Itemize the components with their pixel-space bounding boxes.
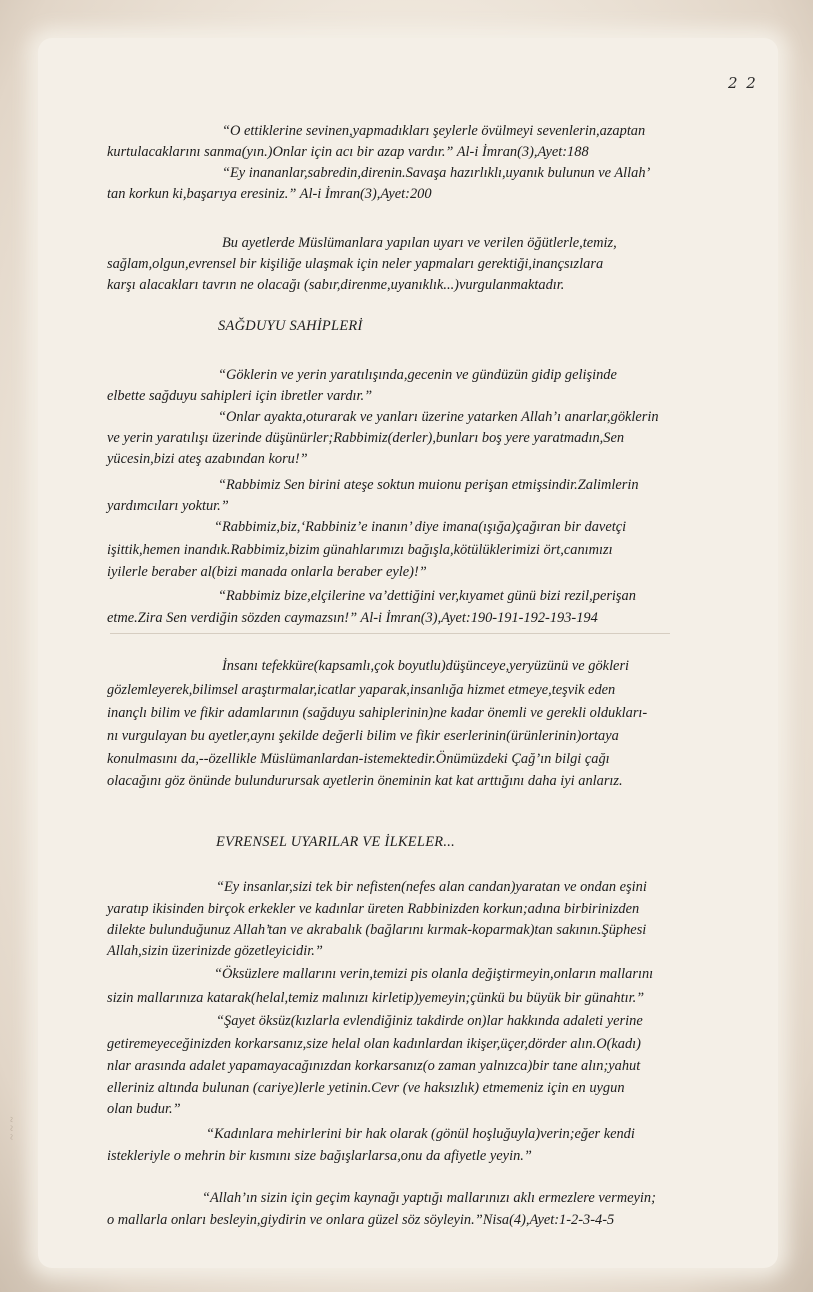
quote-3-line: istekleriyle o mehrin bir kısmını size bağışlarlarsa,onu da afiyetle yeyin.” xyxy=(107,1148,532,1164)
commentary-2-line: konulmasını da,--özellikle Müslümanlardan-istemektedir.Önümüzdeki Çağ’ın bilgi çağı xyxy=(107,751,610,767)
faint-margin-handwriting: ~ ~ ~ xyxy=(6,1116,18,1140)
commentary-2-line: gözlemleyerek,bilimsel araştırmalar,icatlar yaparak,insanlığa hizmet etmeye,teşvik eden xyxy=(107,682,616,698)
quote-3-line: sizin mallarınıza katarak(helal,temiz malınızı kirletip)yemeyin;çünkü bu büyük bir günahtır.” xyxy=(107,990,645,1006)
quote-2-line: “Rabbimiz,biz,‘Rabbiniz’e inanın’ diye imana(ışığa)çağıran bir davetçi xyxy=(214,519,627,535)
quote-3-line: dilekte bulunduğunuz Allah’tan ve akrabalık (bağlarını kırmak-koparmak)tan sakının.Şüphesi xyxy=(107,922,647,938)
quote-2-line: işittik,hemen inandık.Rabbimiz,bizim günahlarımızı bağışla,kötülüklerimizi ört,canımızı xyxy=(107,542,613,558)
page-number: 2 2 xyxy=(728,74,758,92)
quote-3-line: yaratıp ikisinden birçok erkekler ve kadınlar üreten Rabbinizden korkun;adına birbirinizden xyxy=(107,901,640,917)
commentary-2-line: olacağını göz önünde bulundurursak ayetlerin öneminin kat kat arttığını daha iyi anlarız. xyxy=(107,773,623,789)
quote-2-line: yardımcıları yoktur.” xyxy=(107,498,229,514)
quote-3-line: Allah,sizin üzerinizde gözetleyicidir.” xyxy=(107,943,323,959)
quote-2-line: elbette sağduyu sahipleri için ibretler vardır.” xyxy=(107,388,373,404)
quote-2-line: “Rabbimiz Sen birini ateşe soktun muionu perişan etmişsindir.Zalimlerin xyxy=(218,477,639,493)
quote-1-line: “Ey inananlar,sabredin,direnin.Savaşa hazırlıklı,uyanık bulunun ve Allah’ xyxy=(222,165,651,181)
commentary-1-line: Bu ayetlerde Müslümanlara yapılan uyarı ve verilen öğütlerle,temiz, xyxy=(222,235,617,251)
faint-divider xyxy=(110,633,670,634)
commentary-2-line: inançlı bilim ve fikir adamlarının (sağduyu sahiplerinin)ne kadar önemli ve gerekli oldukları- xyxy=(107,705,648,721)
quote-1-line: “O ettiklerine sevinen,yapmadıkları şeylerle övülmeyi sevenlerin,azaptan xyxy=(222,123,646,139)
quote-2-line: yücesin,bizi ateş azabından koru!” xyxy=(107,451,308,467)
section-heading-evrensel: EVRENSEL UYARILAR VE İLKELER... xyxy=(216,834,456,850)
quote-2-line: iyilerle beraber al(bizi manada onlarla beraber eyle)!” xyxy=(107,564,427,580)
quote-3-line: getiremeyeceğinizden korkarsanız,size helal olan kadınlardan ikişer,üçer,dörder alın.O(kadı) xyxy=(107,1036,641,1052)
quote-3-line: elleriniz altında bulunan (cariye)lerle yetinin.Cevr (ve haksızlık) etmemeniz için en uygun xyxy=(107,1080,625,1096)
quote-3-line: “Ey insanlar,sizi tek bir nefisten(nefes alan candan)yaratan ve ondan eşini xyxy=(216,879,647,895)
quote-2-line: etme.Zira Sen verdiğin sözden caymazsın!” Al-i İmran(3),Ayet:190-191-192-193-194 xyxy=(107,610,598,626)
quote-2-line: ve yerin yaratılışı üzerinde düşünürler;Rabbimiz(derler),bunları boş yere yaratmadın,Sen xyxy=(107,430,625,446)
quote-3-line: o mallarla onları besleyin,giydirin ve onlara güzel söz söyleyin.”Nisa(4),Ayet:1-2-3-4-5 xyxy=(107,1212,615,1228)
quote-3-line: “Allah’ın sizin için geçim kaynağı yaptığı mallarınızı aklı ermezlere vermeyin; xyxy=(202,1190,656,1206)
commentary-2-line: nı vurgulayan bu ayetler,aynı şekilde değerli bilim ve fikir eserlerinin(ürünlerinin)ortaya xyxy=(107,728,619,744)
quote-2-line: “Göklerin ve yerin yaratılışında,gecenin ve gündüzün gidip gelişinde xyxy=(218,367,617,383)
quote-3-line: “Öksüzlere mallarını verin,temizi pis olanla değiştirmeyin,onların mallarını xyxy=(214,966,654,982)
commentary-2-line: İnsanı tefekküre(kapsamlı,çok boyutlu)düşünceye,yeryüzünü ve gökleri xyxy=(222,658,630,674)
quote-2-line: “Rabbimiz bize,elçilerine va’dettiğini ver,kıyamet günü bizi rezil,perişan xyxy=(218,588,636,604)
quote-3-line: olan budur.” xyxy=(107,1101,181,1117)
quote-2-line: “Onlar ayakta,oturarak ve yanları üzerine yatarken Allah’ı anarlar,göklerin xyxy=(218,409,659,425)
quote-3-line: “Kadınlara mehirlerini bir hak olarak (gönül hoşluğuyla)verin;eğer kendi xyxy=(206,1126,635,1142)
quote-1-line: kurtulacaklarını sanma(yın.)Onlar için acı bir azap vardır.” Al-i İmran(3),Ayet:188 xyxy=(107,144,589,160)
commentary-1-line: sağlam,olgun,evrensel bir kişiliğe ulaşmak için neler yapmaları gerektiği,inançsızlara xyxy=(107,256,604,272)
quote-1-line: tan korkun ki,başarıya eresiniz.” Al-i İmran(3),Ayet:200 xyxy=(107,186,432,202)
commentary-1-line: karşı alacakları tavrın ne olacağı (sabır,direnme,uyanıklık...)vurgulanmaktadır. xyxy=(107,277,565,293)
quote-3-line: nlar arasında adalet yapamayacağınızdan korkarsanız(o zaman yalnızca)bir tane alın;yahut xyxy=(107,1058,641,1074)
section-heading-saduyu: SAĞDUYU SAHİPLERİ xyxy=(218,318,363,334)
quote-3-line: “Şayet öksüz(kızlarla evlendiğiniz takdirde on)lar hakkında adaleti yerine xyxy=(216,1013,643,1029)
